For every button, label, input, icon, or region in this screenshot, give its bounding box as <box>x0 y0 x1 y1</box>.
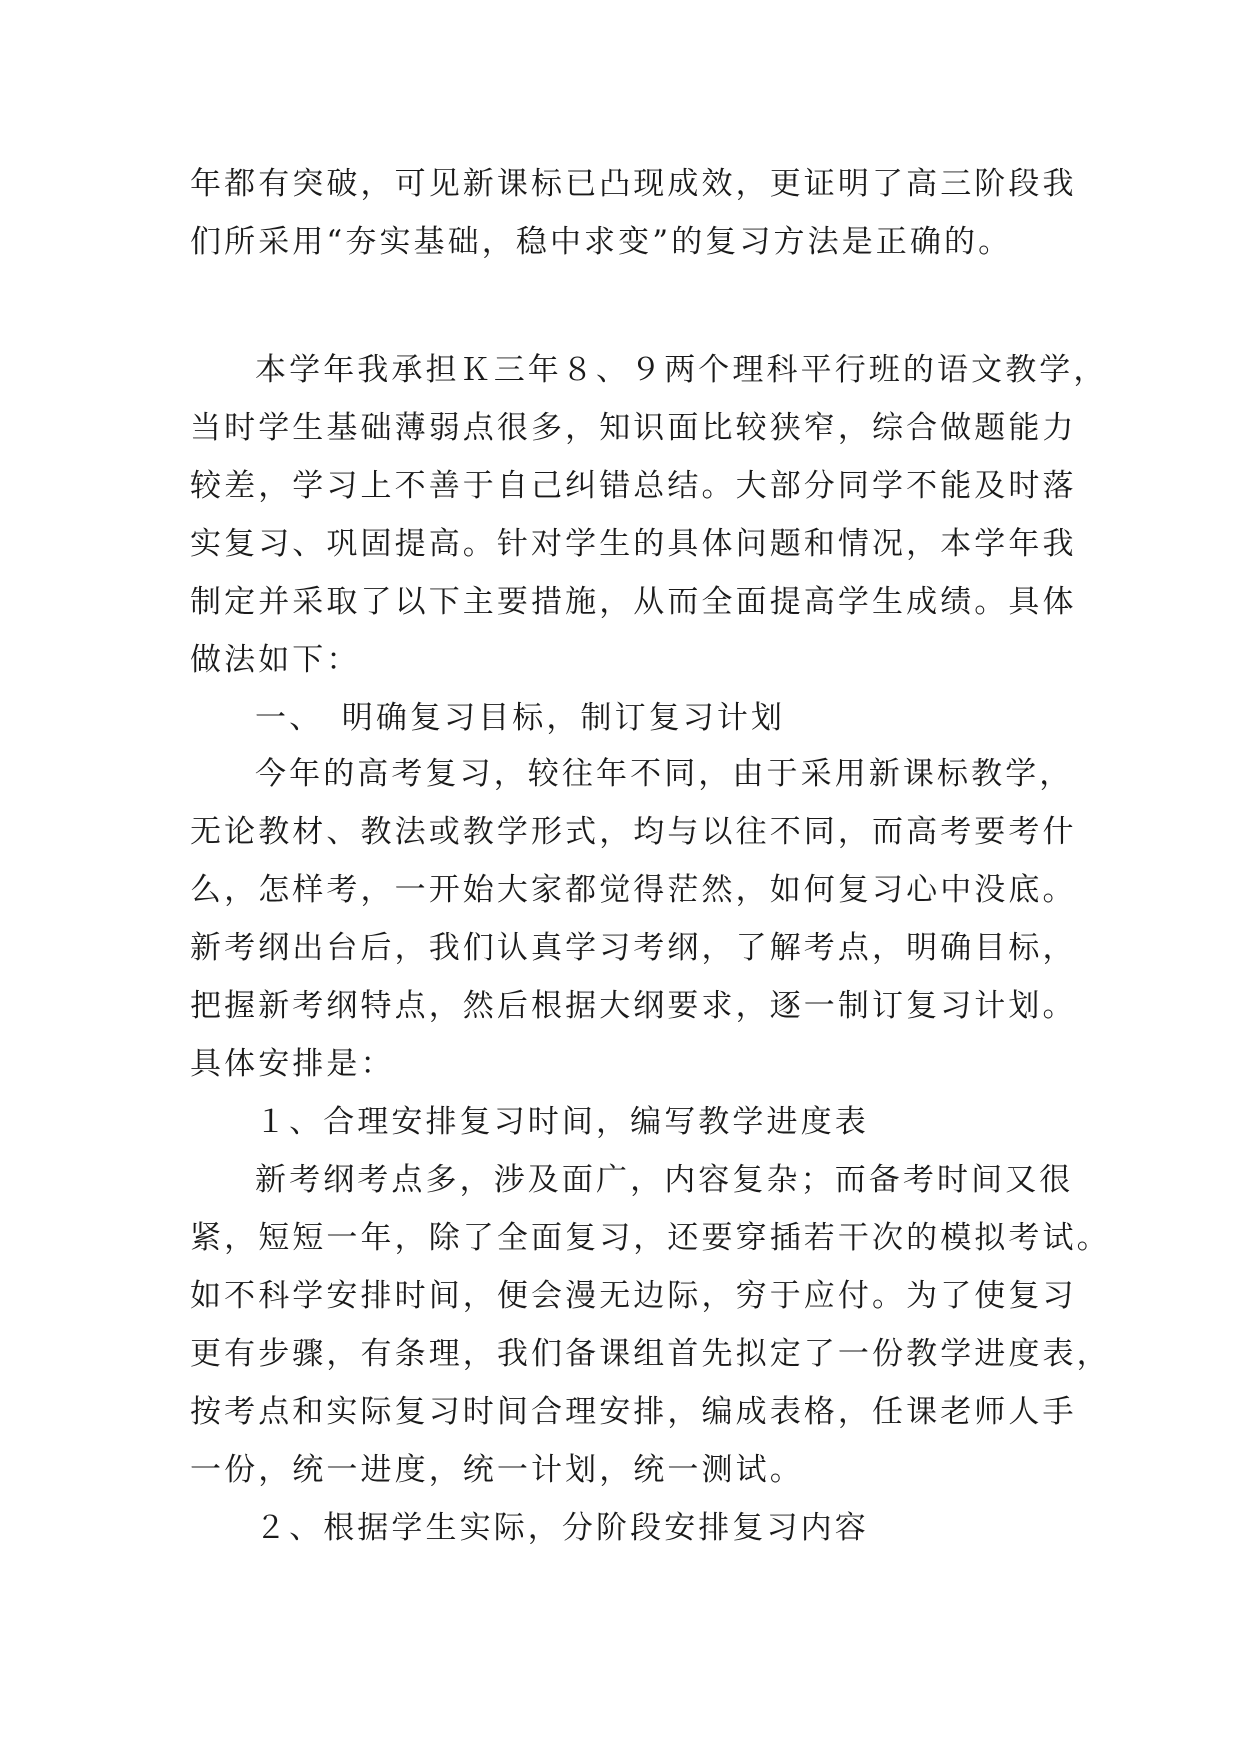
text-line: 新考纲考点多，涉及面广，内容复杂；而备考时间又很 <box>255 1162 1074 1198</box>
text-line: 当时学生基础薄弱点很多，知识面比较狭窄，综合做题能力 <box>190 410 1077 446</box>
text-line: 制定并采取了以下主要措施，从而全面提高学生成绩。具体 <box>190 584 1077 620</box>
text-line: 今年的高考复习，较往年不同，由于采用新课标教学， <box>255 756 1074 792</box>
text-line: 么，怎样考，一开始大家都觉得茫然，如何复习心中没底。 <box>190 872 1077 908</box>
text-line: 年都有突破，可见新课标已凸现成效，更证明了高三阶段我 <box>190 166 1077 202</box>
subsection-heading: ２、根据学生实际，分阶段安排复习内容 <box>255 1510 869 1546</box>
text-line: 把握新考纲特点，然后根据大纲要求，逐一制订复习计划。 <box>190 988 1077 1024</box>
text-line: 本学年我承担Ｋ三年８、９两个理科平行班的语文教学， <box>255 352 1108 388</box>
text-line: 如不科学安排时间，便会漫无边际，穷于应付。为了使复习 <box>190 1278 1077 1314</box>
text-line: 无论教材、教法或教学形式，均与以往不同，而高考要考什 <box>190 814 1077 850</box>
text-line: 新考纲出台后，我们认真学习考纲，了解考点，明确目标， <box>190 930 1077 966</box>
text-line: 紧，短短一年，除了全面复习，还要穿插若干次的模拟考试。 <box>190 1220 1111 1256</box>
text-line: 较差，学习上不善于自己纠错总结。大部分同学不能及时落 <box>190 468 1077 504</box>
text-line: 们所采用“夯实基础，稳中求变”的复习方法是正确的。 <box>190 224 1013 260</box>
section-heading: 一、 明确复习目标，制订复习计划 <box>255 700 786 736</box>
subsection-heading: １、合理安排复习时间，编写教学进度表 <box>255 1104 869 1140</box>
text-line: 做法如下： <box>190 642 361 678</box>
text-line: 具体安排是： <box>190 1046 395 1082</box>
text-line: 实复习、巩固提高。针对学生的具体问题和情况，本学年我 <box>190 526 1077 562</box>
text-line: 更有步骤，有条理，我们备课组首先拟定了一份教学进度表， <box>190 1336 1111 1372</box>
text-line: 按考点和实际复习时间合理安排，编成表格，任课老师人手 <box>190 1394 1077 1430</box>
text-line: 一份，统一进度，统一计划，统一测试。 <box>190 1452 804 1488</box>
